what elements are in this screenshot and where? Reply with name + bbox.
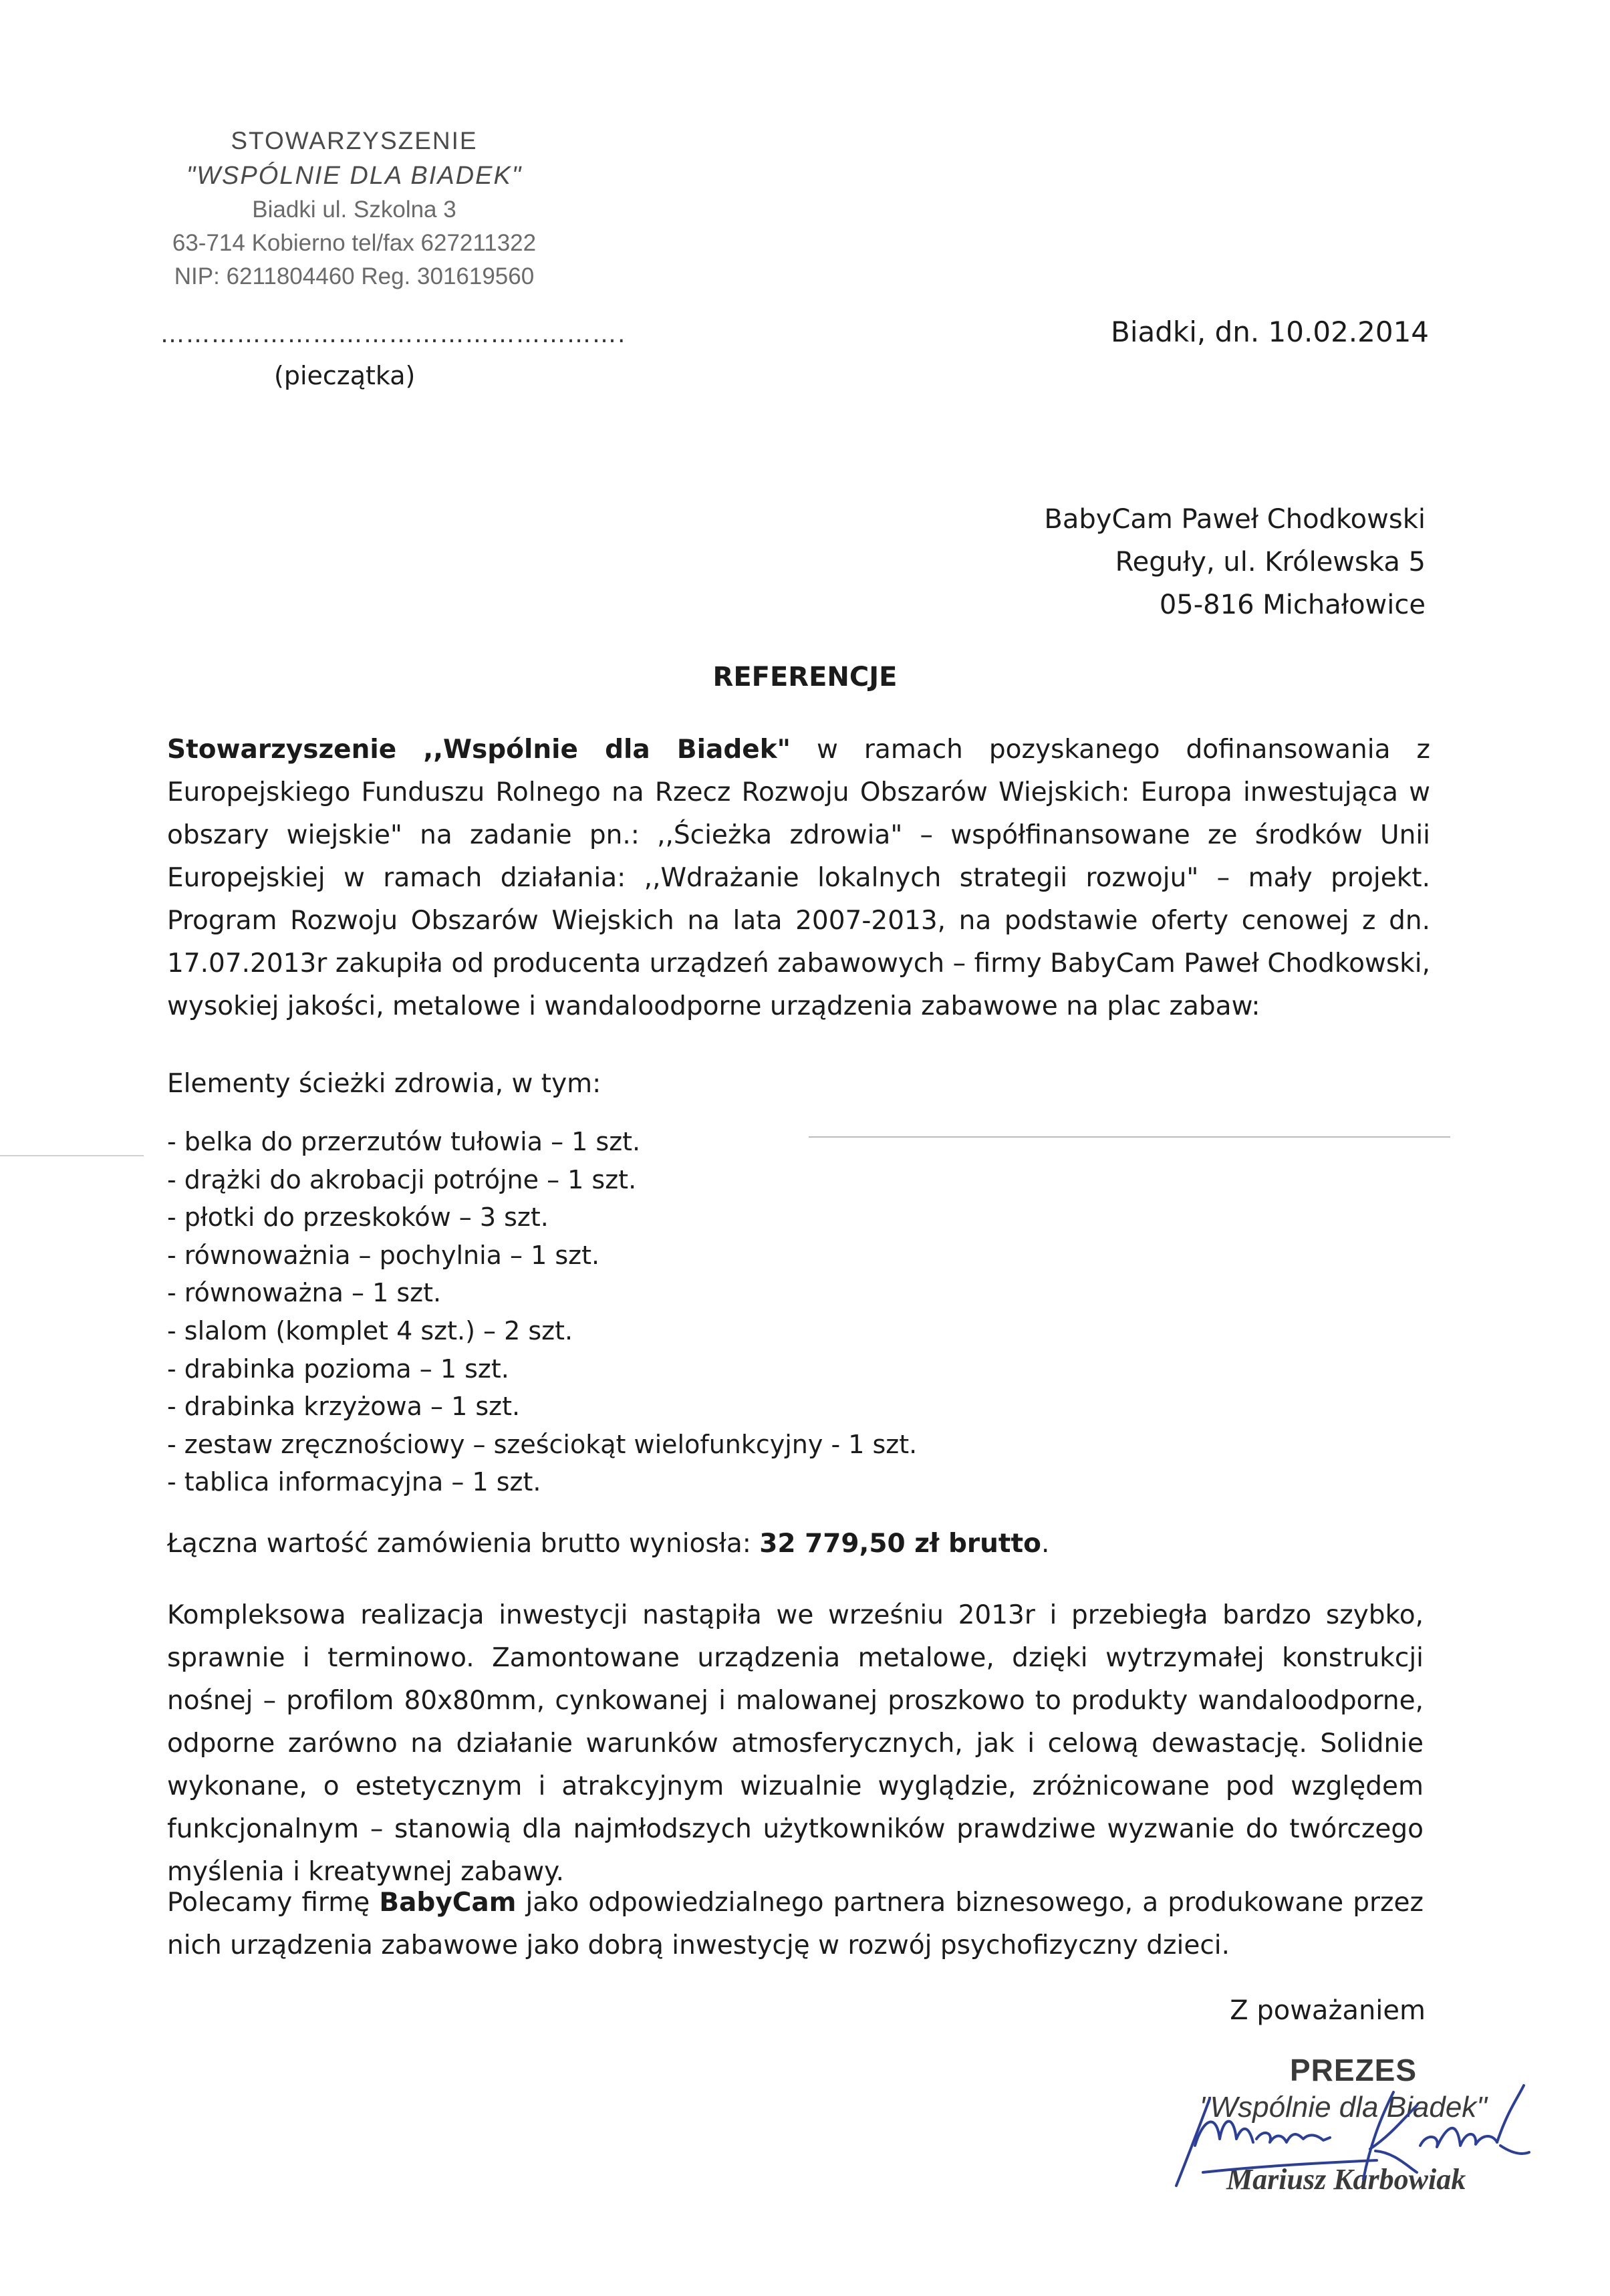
list-item: - zestaw zręcznościowy – sześciokąt wielofunkcyjny - 1 szt.: [167, 1429, 918, 1459]
stamp-line-1: STOWARZYSZENIE: [231, 127, 478, 154]
recommendation-paragraph: [167, 1882, 1424, 1967]
elements-intro: Elementy ścieżki zdrowia, w tym:: [167, 1069, 601, 1099]
signature-title: PREZES: [1290, 2053, 1418, 2087]
stamp-line-3: Biadki ul. Szkolna 3: [252, 197, 456, 223]
intro-text: w ramach pozyskanego dofinansowania z Europejskiego Funduszu Rolnego na Rzecz Rozwoju Obszarów Wiejskich: Europa inwestująca w obszary wiejskie" na zadanie pn.: ,,Ścieżka zdrowia" – współfinansowane ze środków Unii Europejskiej w ramach działania: ,,Wdrażanie lokalnych strategii rozwoju" – mały projekt. Program Rozwoju Obszarów Wiejskich na lata 2007-2013, na podstawie oferty cenowej z dn. 17.07.2013r zakupiła od producenta urządzeń zabawowych – firmy BabyCam Paweł Chodkowski, wysokiej jakości, metalowe i wandaloodporne urządzenia zabawowe na plac zabaw:: [167, 735, 1430, 1021]
stamp-line-4: 63-714 Kobierno tel/fax 627211322: [172, 230, 537, 256]
recommend-before: Polecamy firmę: [167, 1888, 380, 1918]
stamp-line-2: "WSPÓLNIE DLA BIADEK": [186, 162, 523, 190]
total-value-line: [167, 1523, 1430, 1565]
signature-organization: "Wspólnie dla Biadek": [1200, 2091, 1487, 2124]
recipient-line-3: 05-816 Michałowice: [1159, 590, 1426, 620]
list-item: - płotki do przeskoków – 3 szt.: [167, 1202, 549, 1233]
recipient-line-2: Reguły, ul. Królewska 5: [1115, 547, 1426, 578]
list-item: - belka do przerzutów tułowia – 1 szt.: [167, 1127, 641, 1156]
stamp-line-5: NIP: 6211804460 Reg. 301619560: [174, 263, 535, 289]
scan-line-artifact-left: [0, 1155, 144, 1156]
handwritten-signature: [1163, 2072, 1537, 2206]
realization-paragraph: Kompleksowa realizacja inwestycji nastąpiła we wrześniu 2013r i przebiegła bardzo szybko, sprawnie i terminowo. Zamontowane urządzenia metalowe, dzięki wytrzymałej konstrukcji nośnej – profilom 80x80mm, cynkowanej i malowanej proszkowo to produkty wandaloodporne, odporne zarówno na działanie warunków atmosferycznych, jak i celową dewastację. Solidnie wykonane, o estetycznym i atrakcyjnym wizualnie wyglądzie, zróżnicowane pod względem funkcjonalnym – stanowią dla najmłodszych użytkowników prawdziwe wyzwanie do twórczego myślenia i kreatywnej zabawy.: [167, 1600, 1424, 1887]
document-date: Biadki, dn. 10.02.2014: [1111, 315, 1430, 348]
list-item: - drabinka krzyżowa – 1 szt.: [167, 1392, 521, 1422]
closing-regards: Z poważaniem: [1230, 1995, 1426, 2026]
stamp-dotted-line: ……………………………………………….: [160, 321, 627, 348]
total-text: Łączna wartość zamówienia brutto wyniosła:: [167, 1529, 760, 1559]
recommend-company: BabyCam: [379, 1888, 517, 1918]
list-item: - równoważna – 1 szt.: [167, 1278, 442, 1308]
list-item: - drążki do akrobacji potrójne – 1 szt.: [167, 1164, 637, 1194]
recommend-after: jako odpowiedzialnego partnera biznesowego, a produkowane przez nich urządzenia zabawowe jako dobrą inwestycję w rozwój psychofizyczny dzieci.: [167, 1888, 1424, 1960]
recipient-line-1: BabyCam Paweł Chodkowski: [1044, 504, 1426, 535]
items-list: [167, 1123, 917, 1501]
document-heading: REFERENCJE: [712, 662, 898, 692]
list-item: - slalom (komplet 4 szt.) – 2 szt.: [167, 1315, 573, 1346]
recipient-address: [1044, 498, 1426, 626]
intro-bold-lead: Stowarzyszenie ,,Wspólnie dla Biadek": [167, 735, 791, 765]
organization-stamp: [100, 124, 608, 293]
total-amount: 32 779,50 zł brutto: [759, 1529, 1041, 1559]
signature-printed-name: Mariusz Karbowiak: [1226, 2163, 1466, 2196]
stamp-label: (pieczątka): [274, 361, 416, 390]
list-item: - tablica informacyjna – 1 szt.: [167, 1467, 541, 1497]
list-item: - równoważnia – pochylnia – 1 szt.: [167, 1240, 600, 1270]
total-end: .: [1041, 1529, 1050, 1559]
list-item: - drabinka pozioma – 1 szt.: [167, 1354, 509, 1384]
intro-paragraph: [167, 729, 1430, 1028]
